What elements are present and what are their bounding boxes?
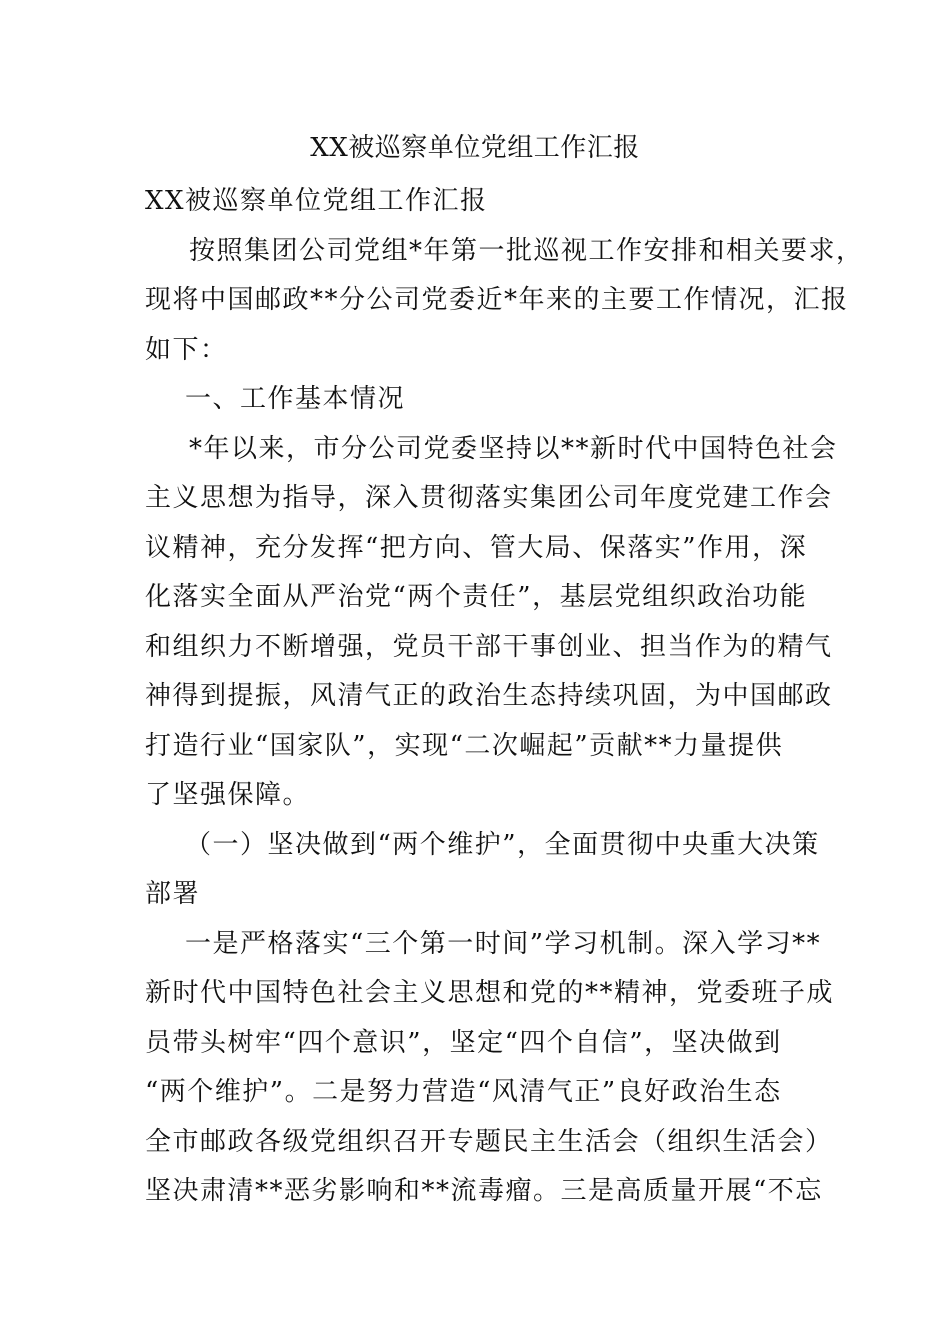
paragraph-line: 化落实全面从严治党“两个责任”，基层党组织政治功能 [145,582,808,612]
paragraph-line: 和组织力不断增强，党员干部干事创业、担当作为的精气 [145,631,833,662]
paragraph-line: 全市邮政各级党组织召开专题民主生活会（组织生活会） [145,1126,833,1157]
subtitle-line: XX被巡察单位党组工作汇报 [145,186,488,216]
paragraph-line: 了坚强保障。 [145,780,311,810]
paragraph-line: 员带头树牢“四个意识”，坚定“四个自信”，坚决做到 [145,1027,782,1058]
paragraph-line: 新时代中国特色社会主义思想和党的**精神，党委班子成 [145,978,835,1008]
paragraph-line: 一是严格落实“三个第一时间”学习机制。深入学习** [185,928,822,959]
section-heading: 一、工作基本情况 [185,384,406,414]
paragraph-line: 议精神，充分发挥“把方向、管大局、保落实”作用，深 [145,532,808,563]
subsection-heading: （一）坚决做到“两个维护”，全面贯彻中央重大决策 [185,829,820,860]
paragraph-line: 打造行业“国家队”，实现“二次崛起”贡献**力量提供 [145,730,784,761]
document-title: XX被巡察单位党组工作汇报 [310,133,640,163]
paragraph-line: 按照集团公司党组*年第一批巡视工作安排和相关要求， [189,235,864,266]
subsection-heading-continued: 部署 [145,879,201,909]
paragraph-line: “两个维护”。二是努力营造“风清气正”良好政治生态 [145,1077,782,1107]
paragraph-line: *年以来，市分公司党委坚持以**新时代中国特色社会 [189,433,838,464]
document-body [145,177,864,1217]
paragraph-line: 神得到提振，风清气正的政治生态持续巩固，为中国邮政 [145,681,833,711]
paragraph-line: 现将中国邮政**分公司党委近*年来的主要工作情况，汇报 [145,285,849,315]
paragraph-line: 坚决肃清**恶劣影响和**流毒瘤。三是高质量开展“不忘 [145,1176,823,1206]
paragraph-line: 如下： [145,334,228,365]
paragraph-line: 主义思想为指导，深入贯彻落实集团公司年度党建工作会 [145,483,833,513]
